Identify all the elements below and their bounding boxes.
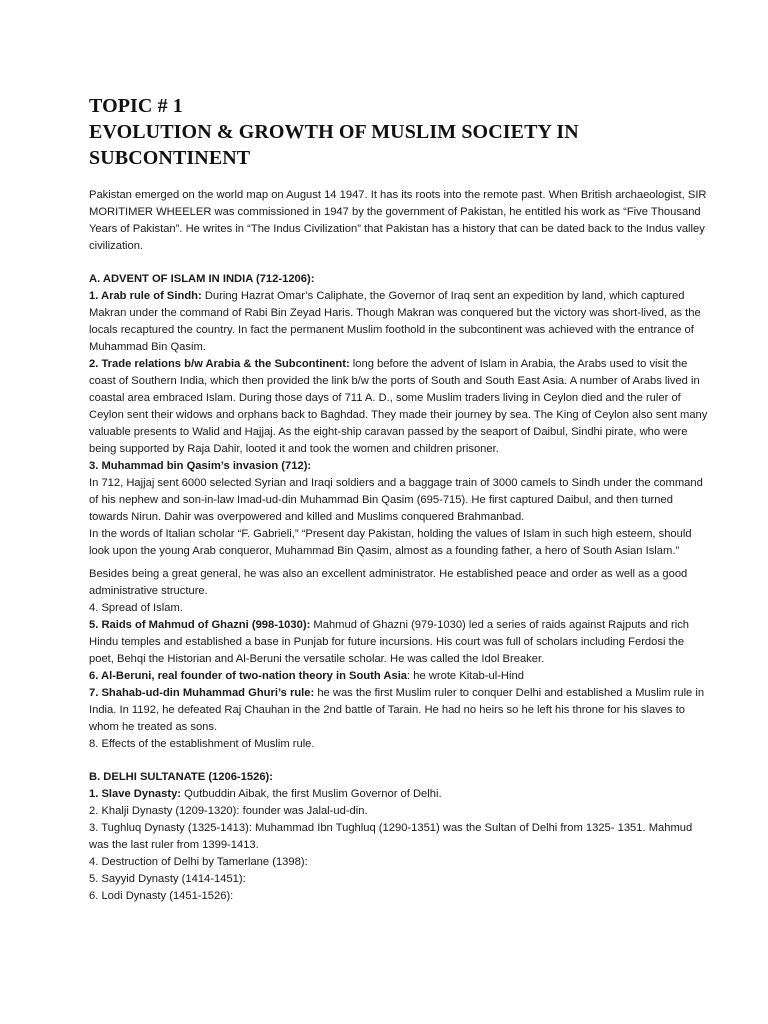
topic-number: TOPIC # 1 <box>89 95 183 117</box>
item-text: : he wrote Kitab-ul-Hind <box>407 670 524 682</box>
item-text: Mahmud of Ghazni (979-1030) led a series of raids against Rajputs and rich Hindu temples and established a base in Punjab for future incursions. His court was full of scholars including Ferdosi the poet, Behqi the Historian and Al-Beruni the versatile scholar. He was called the Idol Breaker. <box>89 619 690 665</box>
section-a-heading: A. ADVENT OF ISLAM IN INDIA (712-1206): <box>89 273 315 285</box>
section-b-item-2: 2. Khalji Dynasty (1209-1320): founder was Jalal-ud-din. <box>89 805 368 817</box>
title-line-1: EVOLUTION & GROWTH OF MUSLIM SOCIETY IN <box>89 121 579 143</box>
section-a-item-6 <box>89 668 708 685</box>
section-b-item-4: 4. Destruction of Delhi by Tamerlane (1398): <box>89 856 308 868</box>
item-text: Qutbuddin Aibak, the first Muslim Governor of Delhi. <box>181 788 442 800</box>
item-text: he was the first Muslim ruler to conquer Delhi and established a Muslim rule in India. In 1192, he defeated Raj Chauhan in the 2nd battle of Tarain. He had no heirs so he left his throne for his slaves to whom he treated as sons. <box>89 687 705 733</box>
item-label: 1. Slave Dynasty: <box>89 788 182 800</box>
item-text: long before the advent of Islam in Arabia, the Arabs used to visit the coast of Southern India, which then provided the link b/w the ports of South and South East Asia. A number of Arabs lived in coastal area embraced Islam. During those days of 711 A. D., some Muslim traders living in Ceylon died and the ruler of Ceylon sent their widows and orphans back to Baghdad. They made their journey by sea. The King of Ceylon also sent many valuable presents to Walid and Hajjaj. As the eight-ship caravan passed by the seaport of Daibul, Sindhi pirate, who were being supported by Raja Dahir, looted it and took the women and children prisoner. <box>89 358 708 455</box>
section-a-item-1 <box>89 288 708 356</box>
section-a-item-2 <box>89 356 708 458</box>
section-a-item-5 <box>89 617 708 668</box>
item-label: 7. Shahab-ud-din Muhammad Ghuri’s rule: <box>89 687 315 699</box>
section-a-item-4: 4. Spread of Islam. <box>89 602 183 614</box>
item-label: 3. Muhammad bin Qasim’s invasion (712): <box>89 460 312 472</box>
section-a-item-8: 8. Effects of the establishment of Muslim rule. <box>89 738 315 750</box>
section-b-item-6: 6. Lodi Dynasty (1451-1526): <box>89 890 234 902</box>
section-a-item-7 <box>89 685 708 736</box>
section-a-item-3 <box>89 458 708 475</box>
title-line-2: SUBCONTINENT <box>89 147 251 169</box>
item-text: During Hazrat Omar’s Caliphate, the Governor of Iraq sent an expedition by land, which captured Makran under the command of Rabi Bin Zeyad Haris. Though Makran was conquered but the victory was short-lived, as the locals recaptured the country. In fact the permanent Muslim foothold in the subcontinent was achieved with the entrance of Muhammad Bin Qasim. <box>89 290 701 353</box>
item-label: 5. Raids of Mahmud of Ghazni (998-1030): <box>89 619 311 631</box>
item-label: 6. Al-Beruni, real founder of two-nation theory in South Asia <box>89 670 408 682</box>
document-title <box>89 93 708 171</box>
item-label: 2. Trade relations b/w Arabia & the Subcontinent: <box>89 358 350 370</box>
section-b-item-3: 3. Tughluq Dynasty (1325-1413): Muhammad Ibn Tughluq (1290-1351) was the Sultan of Delhi from 1325- 1351. Mahmud was the last ruler from 1399-1413. <box>89 822 693 851</box>
section-b-item-5: 5. Sayyid Dynasty (1414-1451): <box>89 873 246 885</box>
section-b-item-1 <box>89 786 708 803</box>
qasim-paragraph-1: In 712, Hajjaj sent 6000 selected Syrian and Iraqi soldiers and a baggage train of 3000 camels to Sindh under the command of his nephew and son-in-law Imad-ud-din Muhammad Bin Qasim (695-715). He first captured Daibul, and then turned towards Nirun. Dahir was overpowered and killed and Muslims conquered Brahmanbad. <box>89 477 703 523</box>
qasim-quote: In the words of Italian scholar “F. Gabrieli,” “Present day Pakistan, holding the values of Islam in such high esteem, should look upon the young Arab conqueror, Muhammad Bin Qasim, almost as a founding father, a hero of South Asian Islam.” <box>89 528 692 557</box>
intro-paragraph: Pakistan emerged on the world map on August 14 1947. It has its roots into the remote past. When British archaeologist, SIR MORITIMER WHEELER was commissioned in 1947 by the government of Pakistan, he entitled his work as “Five Thousand Years of Pakistan”. He writes in “The Indus Civilization” that Pakistan has a history that can be dated back to the Indus valley civilization. <box>89 189 707 252</box>
item-label: 1. Arab rule of Sindh: <box>89 290 202 302</box>
qasim-administrator: Besides being a great general, he was also an excellent administrator. He established peace and order as well as a good administrative structure. <box>89 568 688 597</box>
section-b-heading: B. DELHI SULTANATE (1206-1526): <box>89 771 274 783</box>
